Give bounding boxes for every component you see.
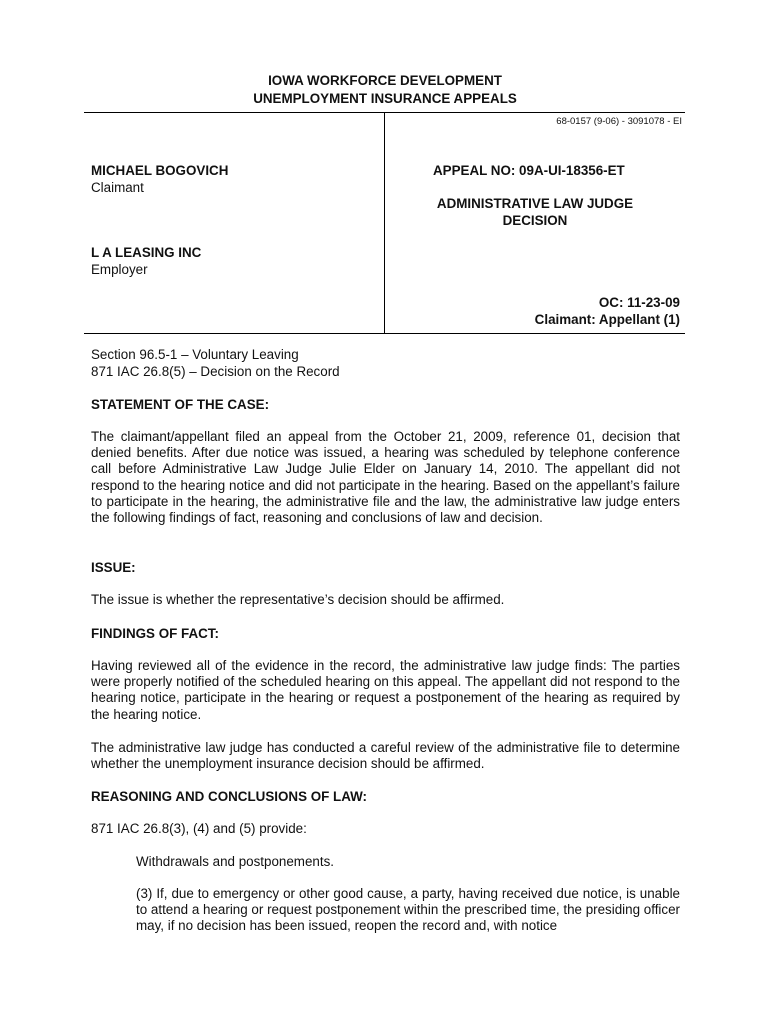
quote-title: Withdrawals and postponements. [136,854,334,869]
division-title: UNEMPLOYMENT INSURANCE APPEALS [253,91,517,106]
claimant-name: MICHAEL BOGOVICH [91,163,229,178]
appeal-number: APPEAL NO: 09A-UI-18356-ET [433,163,625,178]
claimant-label: Claimant [91,180,144,195]
section-cited: Section 96.5-1 – Voluntary Leaving [91,347,299,362]
agency-title: IOWA WORKFORCE DEVELOPMENT [268,73,502,88]
quote-text: (3) If, due to emergency or other good cause, a party, having received due notice, is unable to attend a hearing or request postponement within the prescribed time, the presiding officer may, if no decision has been issued, reopen the record and, with notice [136,886,680,934]
findings-heading: FINDINGS OF FACT: [91,626,219,641]
decision-title-line1: ADMINISTRATIVE LAW JUDGE [436,196,634,211]
employer-label: Employer [91,262,148,277]
findings-text-2: The administrative law judge has conducted a careful review of the administrative file to determine whether the unemployment insurance decision should be affirmed. [91,740,680,772]
statement-heading: STATEMENT OF THE CASE: [91,397,270,412]
rule-citation: 871 IAC 26.8(3), (4) and (5) provide: [91,821,307,836]
statement-text: The claimant/appellant filed an appeal from the October 21, 2009, reference 01, decision that denied benefits. After due notice was issued, a hearing was scheduled by telephone conference call before Administrative Law Judge Julie Elder on January 14, 2010. The appellant did not respond to the hearing notice and did not participate in the hearing. Based on the appellant’s failure to participate in the hearing, the administrative file and the law, the administrative law judge enters the following findings of fact, reasoning and conclusions of law and decision. [91,429,680,526]
reasoning-heading: REASONING AND CONCLUSIONS OF LAW: [91,789,367,804]
oc-date: OC: 11-23-09 [598,295,680,310]
decision-title-line2: DECISION [502,213,568,228]
findings-text-1: Having reviewed all of the evidence in the record, the administrative law judge finds: The parties were properly notified of the scheduled hearing on this appeal. The appellant did not respond to the hearing notice, participate in the hearing or request a postponement of the hearing as required by the hearing notice. [91,658,680,722]
form-number: 68-0157 (9-06) - 3091078 - EI [556,116,682,127]
issue-heading: ISSUE: [91,560,136,575]
issue-text: The issue is whether the representative’s decision should be affirmed. [91,592,505,607]
employer-name: L A LEASING INC [91,245,202,260]
column-divider [384,113,385,333]
caption-rule [84,333,685,334]
section-cited: 871 IAC 26.8(5) – Decision on the Record [91,364,340,379]
claimant-status: Claimant: Appellant (1) [534,312,680,327]
